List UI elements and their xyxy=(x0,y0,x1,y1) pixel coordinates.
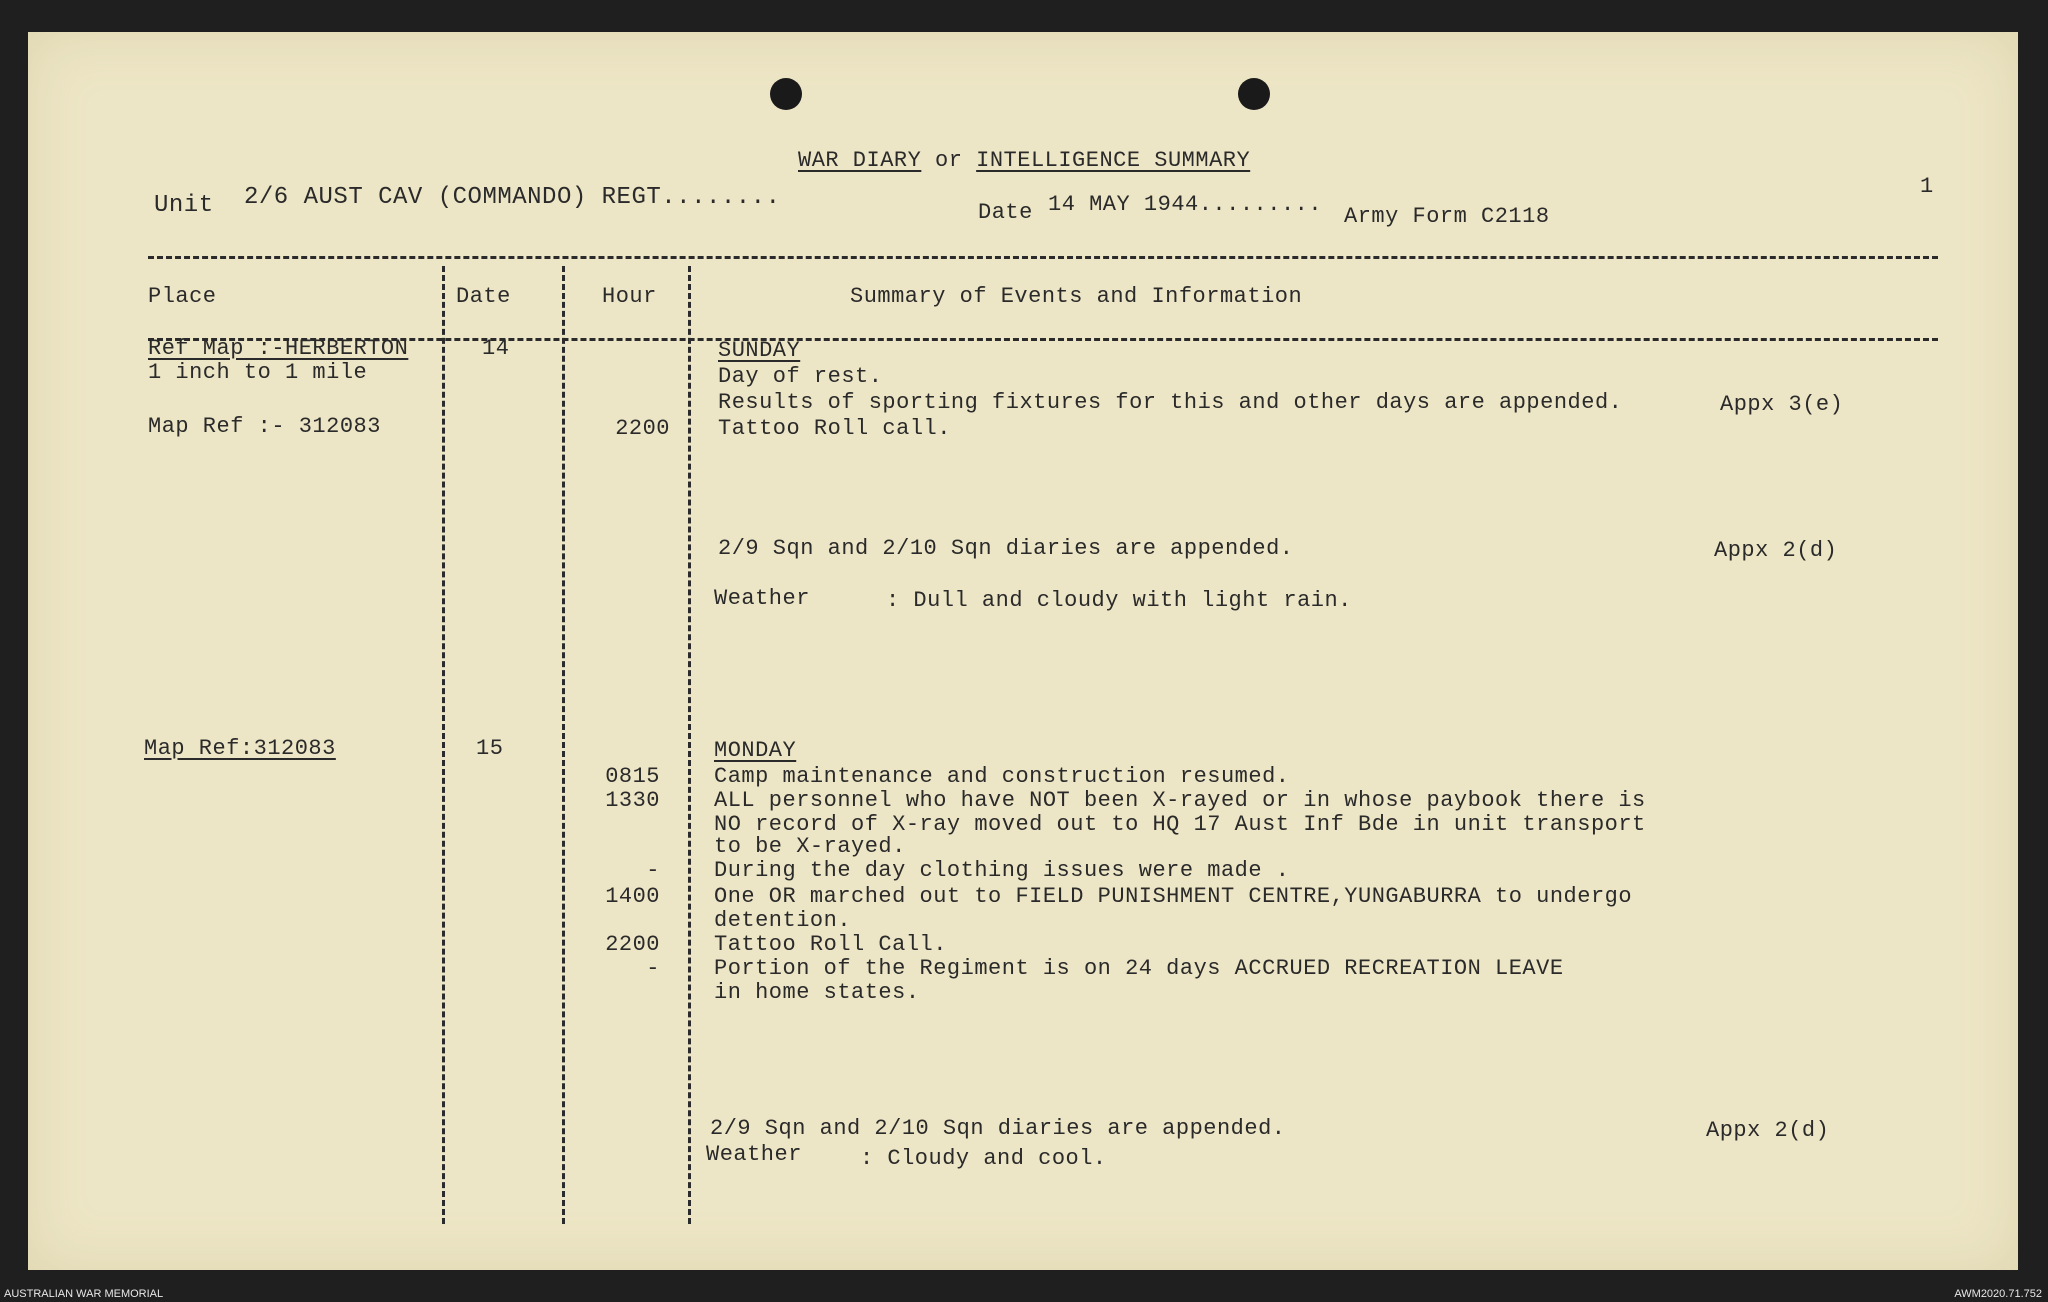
title-war-diary: WAR DIARY xyxy=(798,148,922,173)
entry-text: Tattoo Roll call. xyxy=(718,416,951,441)
date-label: Date xyxy=(978,200,1033,225)
unit-label: Unit xyxy=(154,192,214,219)
entry-text: Portion of the Regiment is on 24 days ACCRUED RECREATION LEAVE xyxy=(714,956,1564,981)
entry-text: Camp maintenance and construction resumed. xyxy=(714,764,1290,789)
map-ref-day15: Map Ref:312083 xyxy=(144,736,336,761)
diaries-appended-day15: 2/9 Sqn and 2/10 Sqn diaries are appended. xyxy=(710,1116,1286,1141)
column-header-summary: Summary of Events and Information xyxy=(850,284,1303,309)
corner-mark: 1 xyxy=(1920,174,1934,199)
entry-text: NO record of X-ray moved out to HQ 17 Aust Inf Bde in unit transport xyxy=(714,812,1646,837)
punch-hole-right xyxy=(1238,78,1270,110)
entry-hour: 1400 xyxy=(605,884,660,909)
entry-text: One OR marched out to FIELD PUNISHMENT CENTRE,YUNGABURRA to undergo xyxy=(714,884,1633,909)
entry-text: Results of sporting fixtures for this and other days are appended. xyxy=(718,390,1623,415)
title-or: or xyxy=(935,148,963,173)
footer-credit: AUSTRALIAN WAR MEMORIAL xyxy=(4,1288,164,1300)
entry-text: Day of rest. xyxy=(718,364,883,389)
entry-text: Tattoo Roll Call. xyxy=(714,932,947,957)
title-intelligence-summary: INTELLIGENCE SUMMARY xyxy=(976,148,1251,173)
day-heading-monday: MONDAY xyxy=(714,738,797,763)
column-divider-place xyxy=(442,266,445,1224)
form-title xyxy=(798,148,1250,173)
day-heading-sunday: SUNDAY xyxy=(718,338,801,363)
entry-hour: 2200 xyxy=(605,932,660,957)
column-divider-date xyxy=(562,266,565,1224)
weather-label-day15: Weather xyxy=(706,1142,802,1167)
entry-hour: 2200 xyxy=(615,416,670,441)
date-value: 14 MAY 1944......... xyxy=(1048,192,1323,217)
weather-label-day14: Weather xyxy=(714,586,810,611)
column-divider-hour xyxy=(688,266,691,1224)
punch-hole-left xyxy=(770,78,802,110)
date-15: 15 xyxy=(476,736,504,761)
ref-map-scale: 1 inch to 1 mile xyxy=(148,360,368,385)
entry-hour: - xyxy=(646,956,660,981)
ref-map-line: Ref Map :-HERBERTON xyxy=(148,336,409,361)
diaries-appended-day14: 2/9 Sqn and 2/10 Sqn diaries are appended. xyxy=(718,536,1294,561)
footer-catalogue-id: AWM2020.71.752 xyxy=(1954,1288,2042,1300)
column-header-date: Date xyxy=(456,284,511,309)
header-rule-top xyxy=(148,256,1938,259)
entry-text: detention. xyxy=(714,908,852,933)
map-ref-day14: Map Ref :- 312083 xyxy=(148,414,381,439)
entry-hour: 0815 xyxy=(605,764,660,789)
entry-text: During the day clothing issues were made . xyxy=(714,858,1290,883)
diary-page xyxy=(28,32,2018,1270)
unit-value: 2/6 AUST CAV (COMMANDO) REGT........ xyxy=(244,184,781,211)
entry-hour: - xyxy=(646,858,660,883)
column-header-place: Place xyxy=(148,284,217,309)
entry-hour: 1330 xyxy=(605,788,660,813)
army-form-number: Army Form C2118 xyxy=(1344,204,1550,229)
column-header-hour: Hour xyxy=(602,284,657,309)
appendix-ref: Appx 2(d) xyxy=(1706,1118,1830,1143)
appendix-ref: Appx 3(e) xyxy=(1720,392,1844,417)
date-14: 14 xyxy=(482,336,510,361)
entry-text: to be X-rayed. xyxy=(714,834,906,859)
appendix-ref: Appx 2(d) xyxy=(1714,538,1838,563)
entry-text: ALL personnel who have NOT been X-rayed or in whose paybook there is xyxy=(714,788,1646,813)
weather-value-day14: : Dull and cloudy with light rain. xyxy=(886,588,1352,613)
entry-text: in home states. xyxy=(714,980,920,1005)
header-rule-bottom xyxy=(148,338,1938,341)
weather-value-day15: : Cloudy and cool. xyxy=(860,1146,1107,1171)
